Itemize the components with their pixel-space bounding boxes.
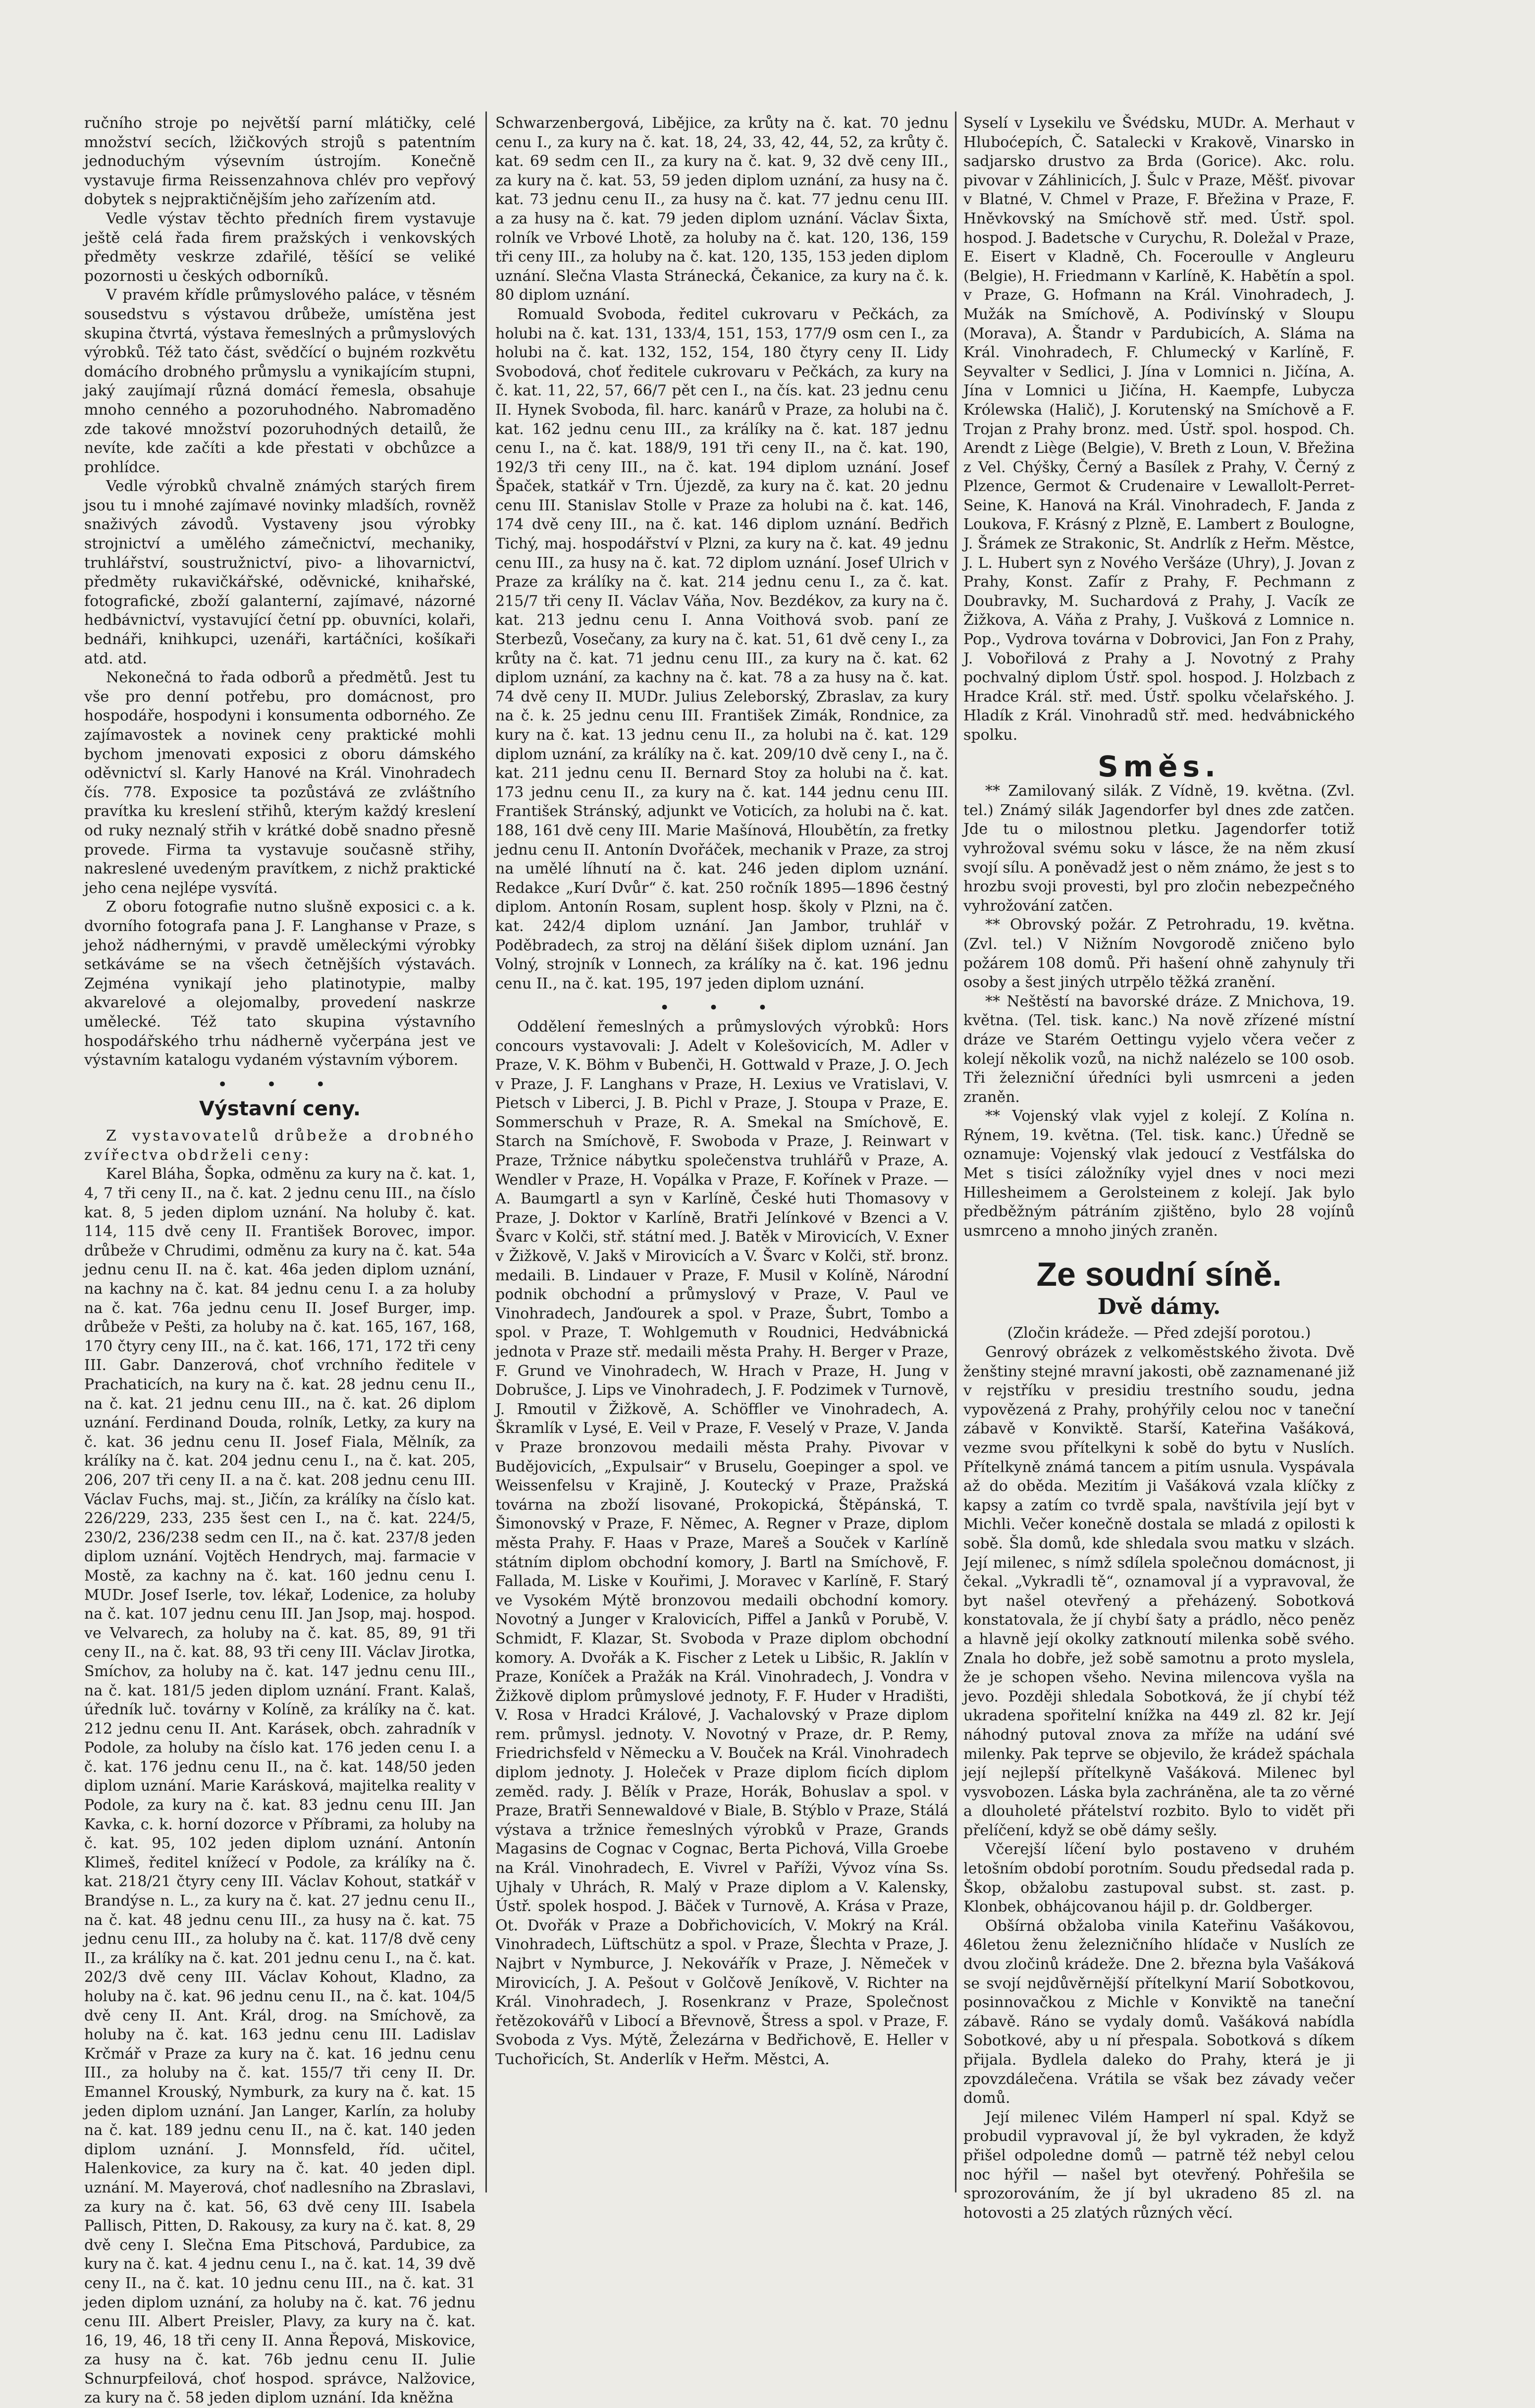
article-title: Dvě dámy. (1097, 1294, 1221, 1320)
news-item: ** Vojenský vlak vyjel z kolejí. Z Kolína n. Rýnem, 19. května. (Tel. tisk. kanc.) Úředně se oznamuje: Vojenský vlak jedoucí z Vestfálska do Met s tisíci záložníky vyjel dnes v noci mezi Hillesheimem a Gerolsteinem z kolejí. Jak bylo předběžným pátráním zjištěno, bylo 28 vojínů usmrceno a mnoho jiných zraněn. (963, 1107, 1355, 1240)
column-3 (963, 114, 1355, 2222)
column-divider (485, 111, 487, 2192)
paragraph: Schwarzenbergová, Libějice, za krůty na č. kat. 70 jednu cenu I., za kury na č. kat. 18, 24, 33, 42, 44, 52, za krůty č. kat. 69 sedm cen II., za kury na č. kat. 9, 32 dvě ceny III., za kury na č. kat. 53, 59 jeden diplom uznání, za husy na č. kat. 73 jednu cenu II., za husy na č. kat. 77 jednu cenu III. a za husy na č. kat. 79 jeden diplom uznání. Václav Šixta, rolník ve Vrbové Lhotě, za holuby na č. kat. 120, 136, 159 tři ceny III., za holuby na č. kat. 120, 135, 153 jeden diplom uznání. Slečna Vlasta Stránecká, Čekanice, za kury na č. k. 80 diplom uznání. (495, 114, 949, 304)
article-subtitle: (Zločin krádeže. — Před zdejší porotou.) (1007, 1324, 1311, 1342)
column-2 (495, 114, 949, 2190)
paragraph: Z vystavovatelů drůbeže a drobného zvířectva obdrželi ceny: (84, 1127, 476, 1164)
news-item: ** Neštěstí na bavorské dráze. Z Mnichova, 19. května. (Tel. tisk. kanc.) Na nově zřízené místní dráze ve Starém Oettingu vyjelo včera večer z kolejí několik vozů, na nichž nalézelo se 100 osob. Tři železniční úředníci byli usmrceni a jeden zraněn. (963, 992, 1355, 1106)
paragraph: Syselí v Lysekilu ve Švédsku, MUDr. A. Merhaut v Hluboćepích, Č. Satalecki v Krakově, Vinarsko in sadjarsko drustvo za Brda (Gorice). Akc. rolu. pivovar v Záhlinicích, J. Šulc v Praze, Měšť. pivovar v Blatné, V. Chmel v Praze, F. Břežina v Praze, F. Hněvkovský na Smíchově stř. med. Ústř. spol. hospod. J. Badetsche v Curychu, R. Doležal v Praze, E. Eisert v Kladně, Ch. Foceroulle v Angleuru (Belgie), H. Friedmann v Karlíně, K. Habětín a spol. v Praze, G. Hofmann na Král. Vinohradech, J. Mužák na Smíchově, A. Podivínský v Sloupu (Morava), A. Štandr v Pardubicích, A. Sláma na Král. Vinohradech, F. Chlumecký v Karlíně, F. Seyvalter v Sedlici, J. Jína v Lomnici n. Jičína, A. Jína v Lomnici u Jičína, H. Kaempfe, Lubycza Królewska (Halič), J. Korutenský na Smíchově a F. Trojan z Prahy bronz. med. Ústř. spol. hospod. Ch. Arendt z Liège (Belgie), V. Breth z Loun, V. Břežina z Vel. Chýšky, Černý a Basílek z Prahy, V. Černý z Plzence, Germot & Crudenaire v Lewallolt-Perret-Seine, K. Hanová na Král. Vinohradech, F. Janda z Loukova, F. Krásný z Plzně, E. Lambert z Boulogne, J. Šrámek ze Strakonic, St. Andrlík z Heřm. Městce, J. L. Hubert syn z Nového Veršáze (Uhry), J. Jovan z Prahy, Konst. Zafír z Prahy, F. Pechmann z Doubravky, M. Suchardová z Prahy, J. Vacík ze Žižkova, A. Váňa z Prahy, J. Vušková z Lomnice n. Pop., Vydrova továrna v Dobrovici, Jan Fon z Prahy, J. Vobořilová z Prahy a J. Novotný z Prahy pochvalný diplom Ústř. spol. hospod. J. Holzbach z Hradce Král. stř. med. Ústř. spolku včelařského. J. Hladík z Král. Vinohradů stř. med. hedvábnického spolku. (963, 114, 1355, 744)
section-title-smes: Směs. (1097, 749, 1221, 783)
paragraph: Romuald Svoboda, ředitel cukrovaru v Pečkách, za holubi na č. kat. 131, 133/4, 151, 153, 177/9 osm cen I., za holubi na č. kat. 132, 152, 154, 180 čtyry ceny II. Lidy Svobodová, choť ředitele cukrovaru v Pečkách, za kury na č. kat. 11, 22, 57, 66/7 pět cen I., na čís. kat. 23 jednu cenu II. Hynek Svoboda, fil. harc. kanárů v Praze, za holubi na č. kat. 162 jednu cenu III., za králíky na č. kat. 187 jednu cenu I., na č. kat. 188/9, 191 tři ceny II., na č. kat. 190, 192/3 tři ceny III., na č. kat. 194 diplom uznání. Josef Špaček, statkář v Trn. Újezdě, za kury na č. kat. 20 jednu cenu III. Stanislav Stolle v Praze za holubi na č. kat. 146, 174 dvě ceny III., na č. kat. 146 diplom uznání. Bedřich Tichý, maj. hospodářství v Plzni, za kury na č. kat. 49 jednu cenu III., za husy na č. kat. 72 diplom uznání. Josef Ulrich v Praze za králíky na č. kat. 214 jednu cenu I., za č. kat. 215/7 tři ceny II. Václav Váňa, Nov. Bezdékov, za kury na č. kat. 213 jednu cenu I. Anna Voithová svob. paní ze Sterbezů, Vosečany, za kury na č. kat. 51, 61 dvě ceny I., za krůty na č. kat. 71 jednu cenu III., za kury na č. kat. 62 diplom uznání, za kachny na č. kat. 78 a za husy na č. kat. 74 dvě ceny II. MUDr. Julius Zeleborský, Zbraslav, za kury na č. k. 25 jednu cenu III. František Zimák, Rondnice, za kury na č. kat. 13 jednu cenu II., za holubi na č. kat. 129 diplom uznání, za králíky na č. kat. 209/10 dvě ceny I., na č. kat. 211 jednu cenu II. Bernard Stoy za holubi na č. kat. 173 jednu cenu II., za kury na č. kat. 144 jednu cenu III. František Stránský, adjunkt ve Voticích, za holubi na č. kat. 188, 161 dvě ceny III. Marie Mašínová, Hloubětín, za fretky jednu cenu II. Antonín Dvořáček, mechanik v Praze, za stroj na umělé líhnutí na č. kat. 246 jeden diplom uznání. Redakce „Kurí Dvůr“ č. kat. 250 ročník 1895—1896 čestný diplom. Antonín Rosam, suplent hosp. školy v Plzni, na č. kat. 242/4 diplom uznání. Jan Jambor, truhlář v Poděbradech, za stroj na dělání šišek diplom uznání. Jan Volný, strojník v Lonnech, za králíky na č. kat. 196 jednu cenu II., na č. kat. 195, 197 jeden diplom uznání. (495, 305, 949, 992)
paragraph: Oddělení řemeslných a průmyslových výrobků: Hors concours vystavovali: J. Adelt v Kolešovicích, M. Adler v Praze, V. K. Böhm v Bubenči, H. Gottwald v Praze, J. O. Jech v Praze, J. F. Langhans v Praze, H. Lexius ve Vratislavi, V. Pietsch v Liberci, J. B. Pichl v Praze, J. Stoupa v Praze, E. Sommerschuh v Praze, R. A. Smekal na Smíchově, E. Starch na Smíchově, F. Swoboda v Praze, J. Reinwart v Praze, Tržnice nábytku společenstva truhlářů v Praze, A. Wendler v Praze, H. Vopálka v Praze, F. Kořínek v Praze. — A. Baumgartl a syn v Karlíně, České huti Thomasovy v Praze, J. Doktor v Karlíně, Bratři Jelínkové v Bzenci a V. Švarc v Kolči, stř. státní med. J. Batěk v Mirovicích, V. Exner v Žižkově, V. Jakš v Mirovicích a V. Švarc v Kolči, stř. bronz. medaili. B. Lindauer v Praze, F. Musil v Kolíně, Národní podnik obchodní a průmyslový v Praze, V. Paul ve Vinohradech, Janďourek a spol. v Praze, Šubrt, Tombo a spol. v Praze, T. Wohlgemuth v Roudnici, Hedvábnická jednota v Praze stř. medaili města Prahy. H. Berger v Praze, F. Grund ve Vinohradech, W. Hrach v Praze, H. Jung v Dobrušce, J. Lips ve Vinohradech, J. F. Podzimek v Turnově, J. Rmoutil v Žižkově, A. Schöffler ve Vinohradech, A. Škramlík v Lysé, E. Veil v Praze, F. Veselý v Praze, V. Janda v Praze bronzovou medaili města Prahy. Pivovar v Budějovicích, „Expulsair“ v Bruselu, Goepinger a spol. ve Weissenfelsu v Krajině, J. Koutecký v Praze, Pražská továrna na zboží lisované, Prokopická, Štěpánská, T. Šimonovský v Praze, F. Němec, A. Regner v Praze, diplom města Prahy. F. Haas v Praze, Mareš a Souček v Karlíně státním diplom obchodní komory, J. Bartl na Smíchově, F. Fallada, M. Liske v Kouřimi, J. Moravec v Karlíně, F. Starý ve Vysokém Mýtě bronzovou medaili obchodní komory. Novotný a Junger v Kralovicích, Piffel a Janků v Porubě, V. Schmidt, F. Klazar, St. Svoboda v Praze diplom obchodní komory. A. Dvořák a K. Fischer z Letek u Libšic, R. Jaklín v Praze, Koníček a Pražák na Král. Vinohradech, J. Vondra v Žižkově diplom průmyslové jednoty, F. F. Huder v Hradišti, V. Rosa v Hradci Králové, J. Vachalovský v Praze diplom rem. průmysl. jednoty. V. Novotný v Praze, dr. P. Remy, Friedrichsfeld v Německu a V. Bouček na Král. Vinohradech diplom jednoty. J. Holeček v Praze diplom ficích diplom zeměd. rady. J. Bělík v Praze, Horák, Bohuslav a spol. v Praze, Bratři Sennewaldové v Biale, B. Stýblo v Praze, Stálá výstava a tržnice řemeslných výrobků v Praze, Grands Magasins de Cognac v Cognac, Berta Pichová, Villa Groebe na Král. Vinohradech, E. Vivrel v Paříži, Vývoz vína Ss. Ujhaly v Uhrách, R. Malý v Praze diplom a V. Kalensky, Ústř. spolek hospod. J. Bäček v Turnově, A. Krása v Praze, Ot. Dvořák v Praze a Dobřichovicích, V. Mokrý na Král. Vinohradech, Lüftschütz a spol. v Praze, Šlechta v Praze, J. Najbrt v Nymburce, J. Nekovářík v Praze, J. Němeček v Mirovicích, J. A. Pešout v Golčově Jeníkově, V. Richter na Král. Vinohradech, J. Rosenkranz v Praze, Společnost řetězokovářů v Libocí a Břevnově, Štress a spol. v Praze, F. Svoboda z Vys. Mýtě, Železárna v Bedřichově, E. Heller v Tuchořicích, St. Anderlík v Heřm. Městci, A. (495, 1018, 949, 2068)
section-title-court: Ze soudní síně. (1036, 1256, 1282, 1294)
news-item: ** Obrovský požár. Z Petrohradu, 19. května. (Zvl. tel.) V Nižním Novgorodě zničeno bylo požárem 108 domů. Při hašení ohně zahynuly tři osoby a šest jiných utrpělo těžká zranění. (963, 916, 1355, 991)
paragraph: Karel Bláha, Šopka, odměnu za kury na č. kat. 1, 4, 7 tři ceny II., na č. kat. 2 jednu cenu III., na číslo kat. 8, 5 jeden diplom uznání. Na holuby č. kat. 114, 115 dvě ceny II. František Borovec, impor. drůbeže v Chrudimi, odměnu za kury na č. kat. 54a jednu cenu II. na č. kat. 46a jeden diplom uznání, na kachny na č. kat. 84 jednu cenu I. a za holuby na č. kat. 76a jednu cenu II. Josef Burger, imp. drůbeže v Pešti, za holuby na č. kat. 165, 167, 168, 170 čtyry ceny III., na č. kat. 166, 171, 172 tři ceny III. Gabr. Danzerová, choť vrchního ředitele v Prachaticích, na kury na č. kat. 28 jednu cenu II., na č. kat. 21 jednu cenu III., na č. kat. 26 diplom uznání. Ferdinand Douda, rolník, Letky, za kury na č. kat. 36 jednu cenu II. Josef Fiala, Mělník, za králíky na č. kat. 204 jednu cenu I., na č. kat. 205, 206, 207 tři ceny II. a na č. kat. 208 jednu cenu III. Václav Fuchs, maj. st., Jičín, za králíky na číslo kat. 226/229, 233, 235 šest cen I., na č. kat. 224/5, 230/2, 236/238 sedm cen II., na č. kat. 237/8 jeden diplom uznání. Vojtěch Hendrych, maj. farmacie v Mostě, za kachny na č. kat. 160 jednu cenu I. MUDr. Josef Iserle, tov. lékař, Lodenice, za holuby na č. kat. 107 jednu cenu III. Jan Jsop, maj. hospod. ve Velvarech, za holuby na č. kat. 85, 89, 91 tři ceny II., na č. kat. 88, 93 tři ceny III. Václav Jirotka, Smíchov, za holuby na č. kat. 147 jednu cenu III., na č. kat. 181/5 jeden diplom uznání. Frant. Kalaš, úředník luč. továrny v Kolíně, za králíky na č. kat. 212 jednu cenu II. Ant. Karásek, obch. zahradník v Podole, za holuby na číslo kat. 176 jeden cenu I. a č. kat. 176 jednu cenu II., na č. kat. 148/50 jeden diplom uznání. Marie Karásková, majitelka reality v Podole, za kury na č. kat. 83 jednu cenu III. Jan Kavka, c. k. horní dozorce v Příbrami, za holuby na č. kat. 95, 102 jeden diplom uznání. Antonín Klimeš, ředitel knížecí v Podole, za králíky na č. kat. 218/21 čtyry ceny III. Václav Kohout, statkář v Brandýse n. L., za kury na č. kat. 27 jednu cenu II., na č. kat. 48 jednu cenu III., za husy na č. kat. 75 jednu cenu III., za holuby na č. kat. 117/8 dvě ceny II., za králíky na č. kat. 201 jednu cenu I., na č. kat. 202/3 dvě ceny III. Václav Kohout, Kladno, za holuby na č. kat. 96 jednu cenu II., na č. kat. 104/5 dvě ceny II. Ant. Král, drog. na Smíchově, za holuby na č. kat. 163 jednu cenu III. Ladislav Krčmář v Praze za kury na č. kat. 16 jednu cenu III., za holuby na č. kat. 155/7 tři ceny II. Dr. Emannel Krouský, Nymburk, za kury na č. kat. 15 jeden diplom uznání. Jan Langer, Karlín, za holuby na č. kat. 189 jednu cenu II., na č. kat. 140 jeden diplom uznání. J. Monnsfeld, říd. učitel, Halenkovice, za kury na č. kat. 40 jeden dipl. uznání. M. Mayerová, choť nadlesního na Zbraslavi, za kury na č. kat. 56, 63 dvě ceny III. Isabela Pallisch, Pitten, D. Rakousy, za kury na č. kat. 8, 29 dvě ceny I. Slečna Ema Pitschová, Pardubice, za kury na č. kat. 4 jednu cenu I., na č. kat. 14, 39 dvě ceny II., na č. kat. 10 jednu cenu III., na č. kat. 31 jeden diplom uznání, za holuby na č. kat. 76 jednu cenu III. Albert Preisler, Plavy, za kury na č. kat. 16, 19, 46, 18 tři ceny II. Anna Řepová, Miskovice, za husy na č. kat. 76b jednu cenu II. Julie Schnurpfeilová, choť hospod. správce, Nalžovice, za kury na č. 58 jeden diplom uznání. Ida kněžna (84, 1165, 476, 2407)
ornament-divider: • • • (217, 1074, 342, 1095)
paragraph: Vedle výstav těchto předních firem vystavuje ještě celá řada firem pražských i venkovských předměty veskrze zdařilé, těšící se veliké pozornosti u českých odborníků. (84, 210, 476, 285)
paragraph: Genrový obrázek z velkoměstského života. Dvě ženštiny stejné mravní jakosti, obě zaznamenané již v rejstříku v presidiu trestního soudu, jedna vypovězená z Prahy, prohýřily celou noc v taneční zábavě v Konviktě. Starší, Kateřina Vašáková, vezme svou přítelkyni k sobě do bytu v Nuslích. Přítelkyně známá tancem a pitím usnula. Vyspávala až do oběda. Mezitím ji Vašáková vzala klíčky z kapsy a zatím co tvrdě spala, navštívila její byt v Michli. Večer konečně dostala se mladá z opilosti k sobě. Šla domů, kde shledala svou matku v slzách. Její milenec, s nímž sdílela společnou domácnost, ji čekal. „Vykradli tě“, oznamoval jí a vypravoval, že byt našel otevřený a přeházený. Sobotková konstatovala, že jí chybí šaty a prádlo, něco peněz a hlavně její okolky zatknoutí milenka sobě svého. Znala ho dobře, jež sobě samotnu a proto myslela, že je schopen všeho. Nevina milencova vyšla na jevo. Později shledala Sobotková, že jí chybí též ukradena spořitelní knížka na 449 zl. 82 kr. Její náhodný putoval znova za mříže na udání své milenky. Pak teprve se objevilo, že krádež spáchala její nejlepší přítelkyně Vašáková. Milenec byl vysvobozen. Láska byla zachráněna, ale ta zo věrné a dlouholeté přátelství rozbito. Bylo to vidět při přelíčení, když se obě dámy sešly. (963, 1344, 1355, 1839)
paragraph: Její milenec Vilém Hamperl ní spal. Když se probudil vypravoval jí, že byl vykraden, že když přišel odpoledne domů — patrně též nebyl celou noc hýřil — našel byt otevřený. Pohřešila se sprozorováním, že jí byl ukradeno 85 zl. na hotovosti a 25 zlatých různých věcí. (963, 2108, 1355, 2222)
section-title: Výstavní ceny. (199, 1097, 361, 1121)
paragraph: Nekonečná to řada odborů a předmětů. Jest tu vše pro denní potřebu, pro domácnost, pro hospodáře, hospodyni i konsumenta odborného. Ze zajímavostek a novinek ceny praktické mohli bychom jmenovati exposici z oboru dámského oděvnictví sl. Karly Hanové na Král. Vinohradech čís. 778. Exposice ta pozůstává ze zvláštního pravítka ku kreslení střihů, kterým každý kreslení od ruky neznalý střih v krátké době snadno přesně provede. Firma ta vystavuje současně střihy, nakreslené uvedeným pravítkem, z nichž praktické jeho cena nejlépe vysvítá. (84, 669, 476, 897)
news-item: ** Zamilovaný silák. Z Vídně, 19. května. (Zvl. tel.) Známý silák Jagendorfer byl dnes zde zatčen. Jde tu o milostnou pletku. Jagendorfer totiž vyhrožoval svému soku v lásce, že na něm zkusí svojí sílu. A poněvadž jest o něm známo, že jest s to hrozbu svoji provesti, byl pro zločin nebezpečného vyhrožování zatčen. (963, 782, 1355, 915)
paragraph: V pravém křídle průmyslového paláce, v těsném sousedstvu s výstavou drůbeže, umístěna jest skupina čtvrtá, výstava řemeslných a průmyslových výrobků. Též tato část, svědčící o bujném rozkvětu domácího drobného průmyslu a vynikajícím stupni, jaký zaujímají různá domácí řemesla, obsahuje mnoho cenného a pozoruhodného. Nabromaděno zde takové množství pozoruhodných detailů, že nevíte, kde začíti a kde přestati v obchůzce a prohlídce. (84, 286, 476, 476)
paragraph: ručního stroje po největší parní mlátičky, celé množství secích, lžičkových strojů s patentním jednoduchým výsevním ústrojím. Konečně vystavuje firma Reissenzahnova chlév pro vepřový dobytek s nejpraktičnějším jeho zařízením atd. (84, 114, 476, 209)
paragraph: Vedle výrobků chvalně známých starých firem jsou tu i mnohé zajímavé novinky mladších, rovněž snaživých závodů. Vystaveny jsou výrobky strojnictví a umělého zámečnictví, mechaniky, truhlářství, soustružnictví, pivo- a lihovarnictví, předměty rukavičkářské, oděvnické, knihařské, fotografické, zboží galanterní, zajímavé, názorné hedbávnictví, vystavující četní pp. obuvníci, kolaři, bednáři, knihkupci, uzenáři, kartáčníci, košíkaři atd. atd. (84, 478, 476, 667)
column-divider (955, 111, 956, 2192)
paragraph: Včerejší líčení bylo postaveno v druhém letošním období porotním. Soudu předsedal rada p. Škop, obžalobu zastupoval subst. st. zast. p. Klonbek, obhájcovanou hájil p. dr. Goldberger. (963, 1841, 1355, 1916)
column-1 (84, 114, 476, 2407)
paragraph: Z oboru fotografie nutno slušně exposici c. a k. dvorního fotografa pana J. F. Langhanse v Praze, s jehož nádhernými, v pravdě uměleckými výrobky setkáváme se na všech četnějších výstavách. Zejména vynikají jeho platinotypie, malby akvarelové a olejomalby, provedení naskrze umělecké. Též tato skupina výstavního hospodářského trhu nádherně vyčerpána jest ve výstavním katalogu vydaném výstavním výborem. (84, 898, 476, 1069)
ornament-divider: • • • (659, 998, 785, 1018)
paragraph: Obšírná obžaloba vinila Kateřinu Vašákovou, 46letou ženu železničního hlídače v Nuslích ze dvou zločinů krádeže. Dne 2. března byla Vašáková se svojí nejdůvěrnější přítelkyní Marií Sobotkovou, posinnovačkou z Michle v Konviktě na taneční zábavě. Ráno se vydaly domů. Vašáková nabídla Sobotkové, aby u ní přespala. Sobotková s díkem přijala. Bydlela daleko do Prahy, která je ji zpovzdálečena. Vrátila se však bez závady večer domů. (963, 1917, 1355, 2107)
